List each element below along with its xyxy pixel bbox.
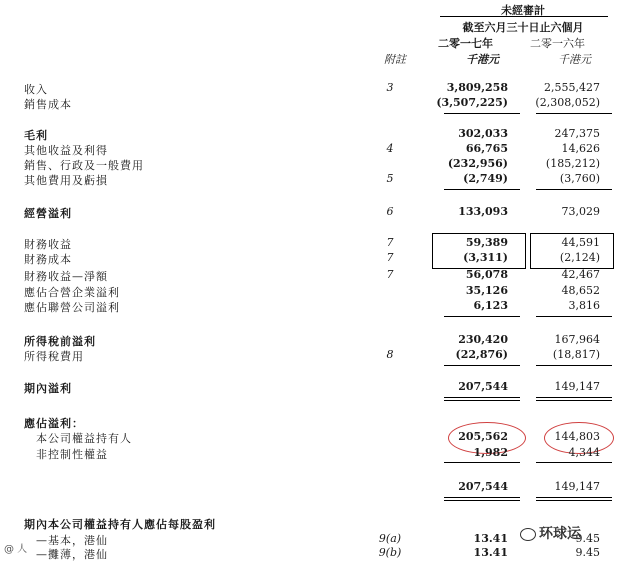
row-prior: 73,029 bbox=[561, 205, 600, 218]
header-unaudited: 未經審計 bbox=[501, 4, 545, 17]
total-double-rule-current bbox=[444, 400, 520, 401]
table-row bbox=[0, 205, 622, 221]
row-prior: 3,816 bbox=[568, 299, 600, 312]
row-current: (3,311) bbox=[463, 251, 508, 264]
row-note: 7 bbox=[386, 251, 394, 264]
watermark-text: 环球运 bbox=[539, 526, 581, 542]
row-prior: 247,375 bbox=[554, 127, 600, 140]
row-note: 3 bbox=[386, 81, 394, 94]
row-label: 銷售成本 bbox=[24, 98, 72, 111]
header-year-prior: 二零一六年 bbox=[530, 37, 585, 50]
row-current: 207,544 bbox=[458, 480, 508, 493]
table-row bbox=[0, 480, 622, 496]
row-label: 應佔溢利： bbox=[24, 417, 84, 430]
table-row bbox=[0, 96, 622, 112]
total-rule-current bbox=[444, 497, 520, 498]
row-prior: (2,308,052) bbox=[535, 96, 600, 109]
row-current: (2,749) bbox=[463, 172, 508, 185]
subtotal-rule-current bbox=[444, 462, 520, 463]
table-row bbox=[0, 142, 622, 158]
table-row bbox=[0, 172, 622, 188]
row-label: 財務成本 bbox=[24, 253, 72, 266]
header-unit-prior: 千港元 bbox=[558, 53, 591, 66]
header-rule bbox=[440, 16, 608, 17]
table-row bbox=[0, 546, 622, 562]
row-prior: 4,344 bbox=[568, 446, 600, 459]
row-current: (3,507,225) bbox=[436, 96, 508, 109]
table-row bbox=[0, 284, 622, 300]
table-row bbox=[0, 446, 622, 462]
row-label: 應佔合營企業溢利 bbox=[24, 286, 120, 299]
row-note: 7 bbox=[386, 236, 394, 249]
row-label: 毛利 bbox=[24, 129, 48, 142]
row-prior: (2,124) bbox=[559, 251, 600, 264]
subtotal-rule-current bbox=[444, 365, 520, 366]
row-label: —基本，港仙 bbox=[36, 534, 108, 547]
total-rule-prior bbox=[536, 497, 612, 498]
row-note: 4 bbox=[386, 142, 394, 155]
wechat-icon bbox=[520, 528, 536, 541]
row-current: 56,078 bbox=[465, 268, 508, 281]
row-prior: 167,964 bbox=[554, 333, 600, 346]
total-double-rule-prior bbox=[536, 400, 612, 401]
row-label: 收入 bbox=[24, 83, 48, 96]
row-current: 3,809,258 bbox=[446, 81, 508, 94]
watermark-left: @ 人 bbox=[4, 544, 28, 555]
row-label: 其他費用及虧損 bbox=[24, 174, 108, 187]
total-double-rule-prior bbox=[536, 500, 612, 501]
row-prior: 14,626 bbox=[561, 142, 600, 155]
row-prior: (3,760) bbox=[559, 172, 600, 185]
row-current: 207,544 bbox=[458, 380, 508, 393]
row-note: 9(b) bbox=[378, 546, 402, 559]
row-current: 205,562 bbox=[458, 430, 508, 443]
subtotal-rule-current bbox=[444, 189, 520, 190]
table-row bbox=[0, 299, 622, 315]
row-note: 9(a) bbox=[378, 532, 402, 545]
subtotal-rule-current bbox=[444, 316, 520, 317]
row-prior: (185,212) bbox=[545, 157, 600, 170]
row-label: 財務收益—淨額 bbox=[24, 270, 108, 283]
row-label: 非控制性權益 bbox=[36, 448, 108, 461]
header-unit-current: 千港元 bbox=[466, 53, 499, 66]
subtotal-rule-prior bbox=[536, 462, 612, 463]
table-row bbox=[0, 81, 622, 97]
subtotal-rule-prior bbox=[536, 365, 612, 366]
row-prior: 144,803 bbox=[554, 430, 600, 443]
row-note: 8 bbox=[386, 348, 394, 361]
row-current: (232,956) bbox=[447, 157, 508, 170]
row-prior: 9.45 bbox=[575, 532, 600, 545]
row-prior: 42,467 bbox=[561, 268, 600, 281]
row-prior: 149,147 bbox=[554, 380, 600, 393]
header-note-column: 附註 bbox=[384, 53, 406, 66]
row-label: 所得稅費用 bbox=[24, 350, 84, 363]
table-row bbox=[0, 268, 622, 284]
total-double-rule-current bbox=[444, 500, 520, 501]
row-note: 6 bbox=[386, 205, 394, 218]
subtotal-rule-prior bbox=[536, 316, 612, 317]
row-prior: 9.45 bbox=[575, 546, 600, 559]
row-current: 1,982 bbox=[473, 446, 508, 459]
row-label: —攤薄，港仙 bbox=[36, 548, 108, 561]
row-current: 6,123 bbox=[473, 299, 508, 312]
header-period: 截至六月三十日止六個月 bbox=[462, 21, 584, 34]
row-prior: 44,591 bbox=[561, 236, 600, 249]
table-row bbox=[0, 127, 622, 143]
subtotal-rule-prior bbox=[536, 189, 612, 190]
subtotal-rule-current bbox=[444, 113, 520, 114]
row-note: 5 bbox=[386, 172, 394, 185]
row-prior: (18,817) bbox=[552, 348, 600, 361]
table-row bbox=[0, 333, 622, 349]
row-prior: 2,555,427 bbox=[544, 81, 600, 94]
row-label: 其他收益及利得 bbox=[24, 144, 108, 157]
row-prior: 48,652 bbox=[561, 284, 600, 297]
row-note: 7 bbox=[386, 268, 394, 281]
row-prior: 149,147 bbox=[554, 480, 600, 493]
row-current: 66,765 bbox=[465, 142, 508, 155]
row-label: 經營溢利 bbox=[24, 207, 72, 220]
table-row bbox=[0, 430, 622, 446]
row-label: 應佔聯營公司溢利 bbox=[24, 301, 120, 314]
row-label: 本公司權益持有人 bbox=[36, 432, 132, 445]
total-rule-prior bbox=[536, 397, 612, 398]
row-current: 13.41 bbox=[473, 546, 508, 559]
table-row bbox=[0, 380, 622, 396]
table-row bbox=[0, 251, 622, 267]
row-current: 133,093 bbox=[458, 205, 508, 218]
row-label: 銷售、行政及一般費用 bbox=[24, 159, 144, 172]
row-label: 財務收益 bbox=[24, 238, 72, 251]
row-current: (22,876) bbox=[455, 348, 508, 361]
row-label: 期內本公司權益持有人應佔每股盈利 bbox=[24, 518, 216, 531]
row-current: 35,126 bbox=[465, 284, 508, 297]
row-current: 59,389 bbox=[465, 236, 508, 249]
watermark-right bbox=[520, 523, 581, 543]
row-label: 期內溢利 bbox=[24, 382, 72, 395]
row-current: 302,033 bbox=[458, 127, 508, 140]
row-current: 13.41 bbox=[473, 532, 508, 545]
header-year-current: 二零一七年 bbox=[438, 37, 493, 50]
subtotal-rule-prior bbox=[536, 113, 612, 114]
row-current: 230,420 bbox=[458, 333, 508, 346]
table-row bbox=[0, 236, 622, 252]
table-row bbox=[0, 348, 622, 364]
row-label: 所得稅前溢利 bbox=[24, 335, 96, 348]
table-row bbox=[0, 157, 622, 173]
table-row bbox=[0, 415, 622, 431]
total-rule-current bbox=[444, 397, 520, 398]
